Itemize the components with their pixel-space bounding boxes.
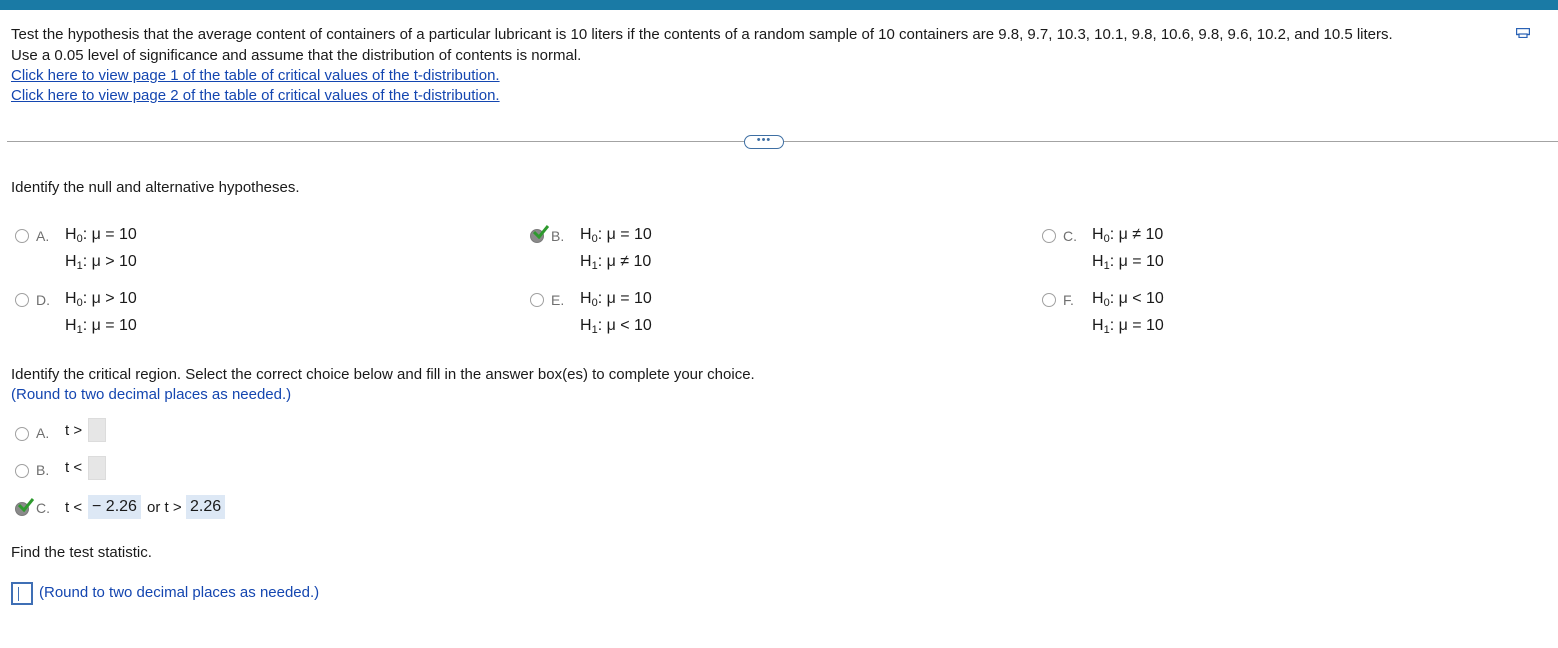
critical-option-b-answer-box[interactable] — [88, 456, 106, 480]
hypothesis-option-f-alternative: $H_1$: μ = 10 — [1092, 317, 1164, 336]
critical-region-round-note: (Round to two decimal places as needed.) — [11, 386, 292, 403]
t-table-page2-link[interactable]: Click here to view page 2 of the table of critical values of the t-distribution. — [11, 87, 500, 104]
hypothesis-option-c-letter: C. — [1063, 228, 1077, 244]
text-caret — [18, 587, 19, 601]
hypothesis-option-b-alternative: $H_1$: μ ≠ 10 — [580, 253, 652, 272]
critical-option-c-text1: t < — [65, 499, 83, 516]
problem-text-line1: Test the hypothesis that the average content of containers of a particular lubricant is 10 liters if the contents of a random sample of 10 containers are 9.8, 9.7, 10.3, 10.1, 9.8, 10.6, 9.8, 9.6, 10.2, and 10.5 liters. — [11, 26, 1393, 43]
critical-option-b-radio[interactable] — [15, 464, 29, 478]
t-table-page1-link[interactable]: Click here to view page 1 of the table of critical values of the t-distribution. — [11, 67, 500, 84]
hypothesis-option-a-alternative: $H_1$: μ > 10 — [65, 253, 137, 272]
hypothesis-option-e-radio[interactable] — [530, 293, 544, 307]
hypothesis-option-d-radio[interactable] — [15, 293, 29, 307]
top-accent-bar — [0, 0, 1558, 10]
critical-option-a-answer-box[interactable] — [88, 418, 106, 442]
hypothesis-option-a-null: $H_0$: μ = 10 — [65, 226, 137, 245]
critical-option-a-radio[interactable] — [15, 427, 29, 441]
critical-option-a-letter: A. — [36, 425, 50, 441]
hypothesis-option-a-radio[interactable] — [15, 229, 29, 243]
hypothesis-option-f-letter: F. — [1063, 292, 1074, 308]
correct-check-icon — [18, 498, 34, 512]
critical-option-b-letter: B. — [36, 462, 50, 478]
problem-text-line2: Use a 0.05 level of significance and assume that the distribution of contents is normal. — [11, 47, 582, 64]
expand-more-button[interactable]: ••• — [744, 135, 784, 149]
hypothesis-option-c-alternative: $H_1$: μ = 10 — [1092, 253, 1164, 272]
hypothesis-option-b-letter: B. — [551, 228, 565, 244]
hypothesis-option-d-letter: D. — [36, 292, 50, 308]
hypothesis-option-a-letter: A. — [36, 228, 50, 244]
hypothesis-option-e-alternative: $H_1$: μ < 10 — [580, 317, 652, 336]
critical-option-a-text: t > — [65, 422, 83, 439]
test-statistic-input[interactable] — [11, 582, 33, 605]
print-icon[interactable] — [1516, 28, 1530, 38]
critical-region-prompt: Identify the critical region. Select the correct choice below and fill in the answer box(es) to complete your choice. — [11, 366, 755, 383]
test-statistic-round-note: (Round to two decimal places as needed.) — [39, 584, 320, 601]
hypotheses-prompt: Identify the null and alternative hypotheses. — [11, 179, 300, 196]
critical-upper-value[interactable]: 2.26 — [186, 495, 225, 519]
critical-option-c-mid: or t > — [147, 499, 182, 516]
hypothesis-option-f-radio[interactable] — [1042, 293, 1056, 307]
hypothesis-option-e-null: $H_0$: μ = 10 — [580, 290, 652, 309]
hypothesis-option-c-radio[interactable] — [1042, 229, 1056, 243]
hypothesis-option-d-alternative: $H_1$: μ = 10 — [65, 317, 137, 336]
hypothesis-option-f-null: $H_0$: μ < 10 — [1092, 290, 1164, 309]
hypothesis-option-b-null: $H_0$: μ = 10 — [580, 226, 652, 245]
hypothesis-option-d-null: $H_0$: μ > 10 — [65, 290, 137, 309]
hypothesis-option-c-null: $H_0$: μ ≠ 10 — [1092, 226, 1164, 245]
correct-check-icon — [533, 225, 549, 239]
critical-lower-value[interactable]: − 2.26 — [88, 495, 141, 519]
test-statistic-prompt: Find the test statistic. — [11, 544, 152, 561]
hypothesis-option-e-letter: E. — [551, 292, 565, 308]
critical-option-c-letter: C. — [36, 500, 50, 516]
critical-option-b-text: t < — [65, 459, 83, 476]
